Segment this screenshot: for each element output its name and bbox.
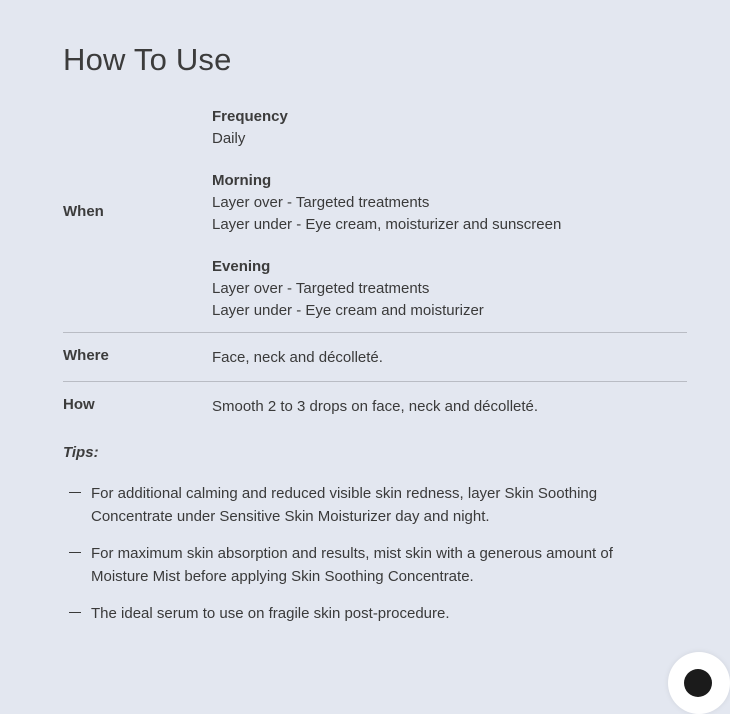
how-row <box>63 381 687 430</box>
where-label: Where <box>63 347 109 364</box>
evening-layer-over: Layer over - Targeted treatments <box>212 280 430 297</box>
where-value: Face, neck and décolleté. <box>212 349 383 366</box>
section-title: How To Use <box>63 42 232 77</box>
frequency-heading: Frequency <box>212 108 288 125</box>
morning-group <box>212 170 561 236</box>
tips-list <box>63 482 687 639</box>
chat-button[interactable] <box>668 652 730 714</box>
frequency-value: Daily <box>212 130 246 147</box>
when-label: When <box>63 203 104 220</box>
evening-heading: Evening <box>212 258 271 275</box>
tip-item <box>63 482 687 528</box>
evening-layer-under: Layer under - Eye cream and moisturizer <box>212 302 484 319</box>
morning-layer-over: Layer over - Targeted treatments <box>212 194 430 211</box>
when-row <box>63 103 687 332</box>
usage-table <box>63 103 687 430</box>
dash-bullet-icon <box>69 552 81 553</box>
how-value: Smooth 2 to 3 drops on face, neck and décolleté. <box>212 398 539 415</box>
where-row <box>63 332 687 381</box>
chat-icon <box>684 669 712 697</box>
frequency-group <box>212 106 288 150</box>
morning-heading: Morning <box>212 172 272 189</box>
tips-heading: Tips: <box>63 444 99 461</box>
tip-text: For maximum skin absorption and results, mist skin with a generous amount of Moisture Mist before applying Skin Soothing Concentrate. <box>91 545 613 585</box>
dash-bullet-icon <box>69 612 81 613</box>
dash-bullet-icon <box>69 492 81 493</box>
how-label: How <box>63 396 95 413</box>
tip-item <box>63 602 687 625</box>
morning-layer-under: Layer under - Eye cream, moisturizer and sunscreen <box>212 216 562 233</box>
evening-group <box>212 256 484 322</box>
tip-text: The ideal serum to use on fragile skin post-procedure. <box>91 605 450 622</box>
tip-text: For additional calming and reduced visible skin redness, layer Skin Soothing Concentrate under Sensitive Skin Moisturizer day and night. <box>91 485 598 525</box>
tip-item <box>63 542 687 588</box>
